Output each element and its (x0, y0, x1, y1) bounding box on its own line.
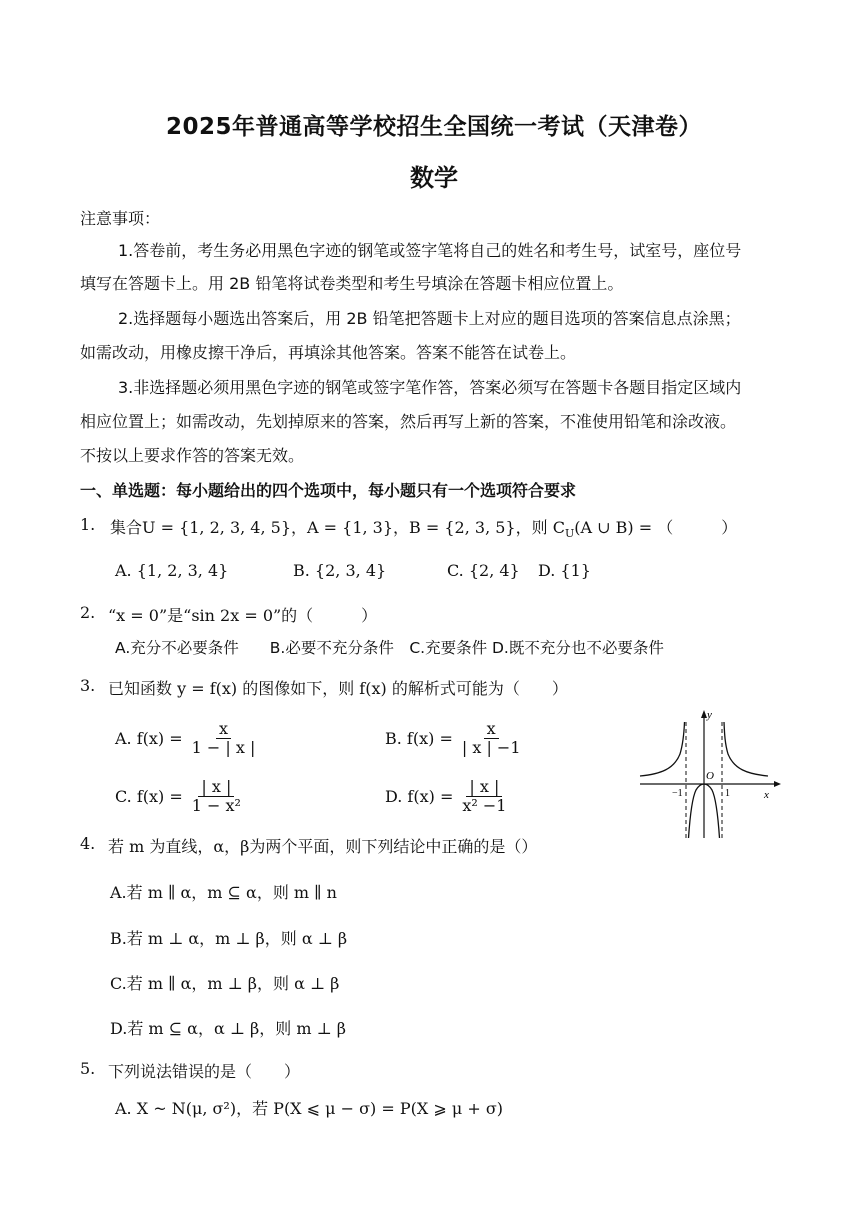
y-axis-label: y (707, 709, 712, 721)
x-axis-label: x (764, 789, 769, 801)
q3-option-a (115, 720, 260, 757)
q3-option-b-denominator: | x | −1 (461, 738, 521, 757)
q3-option-c-denominator: 1 − x² (191, 796, 241, 815)
q3-option-d-fraction (459, 778, 509, 815)
curve-right-branch (724, 722, 768, 776)
subject-title: 数学 (410, 164, 458, 192)
q3-option-b-numerator: x (484, 720, 499, 739)
q2-stem: “x = 0”是“sin 2x = 0”的（ ） (108, 606, 378, 625)
q3-option-d-label: D. f(x) = (385, 787, 454, 806)
notice-item-2-line-1: 2.选择题每小题选出答案后，用 2B 铅笔把答题卡上对应的题目选项的答案信息点涂黑； (118, 309, 741, 328)
q3-option-c-fraction (189, 778, 244, 815)
q4-number: 4. (80, 834, 96, 853)
exam-title: 2025年普通高等学校招生全国统一考试（天津卷） (165, 114, 702, 140)
q3-option-a-numerator: x (216, 720, 231, 739)
q1-option-c: C. {2, 4} (447, 561, 520, 580)
q2-options: A.充分不必要条件 B.必要不充分条件 C.充要条件 D.既不充分也不必要条件 (115, 639, 664, 657)
q3-option-c-label: C. f(x) = (115, 787, 183, 806)
q1-stem (110, 515, 737, 540)
q5-stem: 下列说法错误的是（ ） (108, 1062, 301, 1081)
q4-option-a: A.若 m ∥ α，m ⊆ α，则 m ∥ n (110, 883, 337, 902)
q3-stem: 已知函数 y = f(x) 的图像如下，则 f(x) 的解析式可能为（ ） (108, 679, 568, 698)
origin-label: O (706, 770, 714, 782)
q3-option-c (115, 778, 246, 815)
q3-option-c-numerator: | x | (198, 778, 234, 797)
q3-number: 3. (80, 676, 96, 695)
q5-option-a: A. X ~ N(μ, σ²)，若 P(X ⩽ μ − σ) = P(X ⩾ μ + σ) (115, 1099, 503, 1118)
q3-option-a-label: A. f(x) = (115, 729, 183, 748)
section-1-heading: 一、单选题：每小题给出的四个选项中，每小题只有一个选项符合要求 (80, 481, 577, 500)
q3-option-d (385, 778, 511, 815)
q1-number: 1. (80, 515, 96, 534)
q3-option-b-label: B. f(x) = (385, 729, 453, 748)
notice-item-3-line-1: 3.非选择题必须用黑色字迹的钢笔或签字笔作答，答案必须写在答题卡各题目指定区域内 (118, 378, 742, 397)
pos-one-tick-label: 1 (725, 788, 730, 799)
q3-option-d-numerator: | x | (466, 778, 502, 797)
notice-item-3-line-3: 不按以上要求作答的答案无效。 (80, 446, 305, 465)
q3-option-a-denominator: 1 − | x | (191, 738, 256, 757)
q3-option-d-denominator: x² −1 (462, 796, 507, 815)
q1-option-a: A. {1, 2, 3, 4} (115, 561, 229, 580)
q3-option-a-fraction (189, 720, 259, 757)
neg-one-tick-label: −1 (672, 788, 683, 799)
notice-item-1-line-2: 填写在答题卡上。用 2B 铅笔将试卷类型和考生号填涂在答题卡相应位置上。 (80, 274, 624, 293)
q3-function-graph (636, 706, 786, 842)
q1-option-b: B. {2, 3, 4} (293, 561, 387, 580)
notice-item-1-line-1: 1.答卷前，考生务必用黑色字迹的钢笔或签字笔将自己的姓名和考生号，试室号，座位号 (118, 241, 742, 260)
q3-option-b-fraction (459, 720, 524, 757)
q1-stem-end: (A ∪ B) = （ ） (574, 518, 738, 537)
q2-number: 2. (80, 603, 96, 622)
q4-stem: 若 m 为直线，α，β为两个平面，则下列结论中正确的是（） (108, 837, 538, 856)
q1-option-d: D. {1} (538, 561, 591, 580)
q4-option-d: D.若 m ⊆ α，α ⊥ β，则 m ⊥ β (110, 1019, 346, 1038)
q4-option-c: C.若 m ∥ α，m ⊥ β，则 α ⊥ β (110, 974, 340, 993)
notice-heading: 注意事项： (80, 209, 161, 228)
q1-stem-text: 集合U = {1, 2, 3, 4, 5}，A = {1, 3}，B = {2, 3, 5}，则 C (110, 518, 565, 537)
q5-number: 5. (80, 1059, 96, 1078)
q3-option-b (385, 720, 526, 757)
notice-item-3-line-2: 相应位置上；如需改动，先划掉原来的答案，然后再写上新的答案，不准使用铅笔和涂改液。 (80, 412, 737, 431)
curve-left-branch (640, 722, 685, 776)
q4-option-b: B.若 m ⊥ α，m ⊥ β，则 α ⊥ β (110, 929, 348, 948)
x-axis-arrow-icon (774, 781, 781, 787)
q1-stem-subscript: U (564, 527, 575, 541)
notice-item-2-line-2: 如需改动，用橡皮擦干净后，再填涂其他答案。答案不能答在试卷上。 (80, 343, 577, 362)
